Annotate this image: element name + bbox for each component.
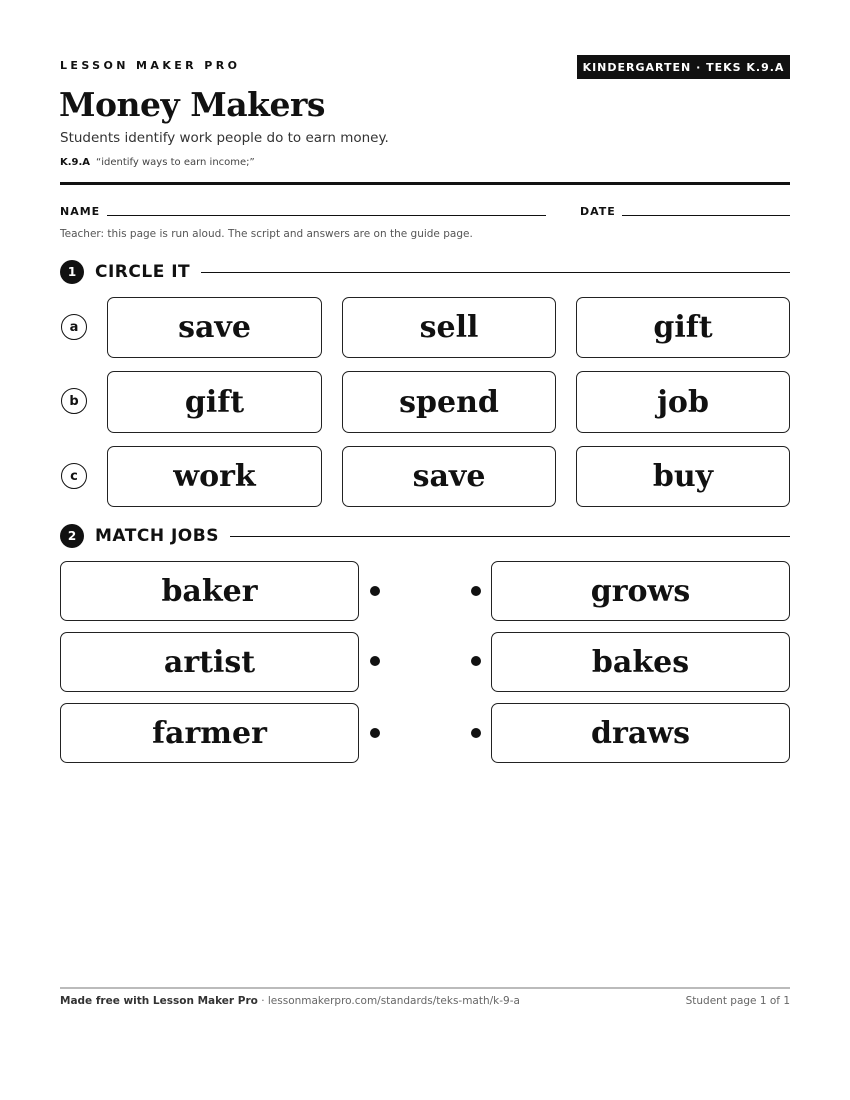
page-subtitle: Students identify work people do to earn money.: [60, 130, 389, 146]
match-right-item[interactable]: grows: [491, 561, 790, 621]
match-right-item[interactable]: draws: [491, 703, 790, 763]
section-circle-it-header: [60, 260, 790, 284]
section-number: 1: [60, 260, 84, 284]
footer-separator: ·: [257, 995, 268, 1007]
section-number: 2: [60, 524, 84, 548]
section-title: CIRCLE IT: [95, 262, 191, 282]
footer-page-number: Student page 1 of 1: [685, 995, 790, 1007]
word-option[interactable]: spend: [342, 371, 556, 433]
match-dot-left[interactable]: [370, 728, 380, 738]
name-label: NAME: [60, 205, 101, 218]
standard-code: K.9.A: [60, 157, 91, 168]
grade-badge: KINDERGARTEN · TEKS K.9.A: [577, 55, 790, 79]
name-field[interactable]: [107, 215, 546, 216]
word-option[interactable]: work: [107, 446, 322, 507]
brand-name: LESSON MAKER PRO: [60, 59, 241, 72]
match-left-item[interactable]: baker: [60, 561, 359, 621]
date-label: DATE: [580, 205, 616, 218]
row-letter-b: b: [61, 388, 87, 414]
footer-url[interactable]: lessonmakerpro.com/standards/teks-math/k-9-a: [267, 995, 520, 1007]
section-divider: [230, 536, 790, 537]
row-letter-a: a: [61, 314, 87, 340]
footer-made-with: Made free with Lesson Maker Pro: [60, 995, 258, 1007]
word-option[interactable]: gift: [107, 371, 322, 433]
date-field[interactable]: [622, 215, 790, 216]
header-divider: [60, 182, 790, 185]
footer-divider: [60, 987, 790, 989]
page-title: Money Makers: [59, 85, 325, 124]
match-dot-left[interactable]: [370, 656, 380, 666]
match-right-item[interactable]: bakes: [491, 632, 790, 692]
word-option[interactable]: gift: [576, 297, 790, 358]
row-letter-c: c: [61, 463, 87, 489]
standard-line: [60, 157, 255, 168]
match-dot-right[interactable]: [471, 656, 481, 666]
match-dot-right[interactable]: [471, 586, 481, 596]
section-title: MATCH JOBS: [95, 526, 219, 546]
word-option[interactable]: job: [576, 371, 790, 433]
match-left-item[interactable]: farmer: [60, 703, 359, 763]
teacher-note: Teacher: this page is run aloud. The script and answers are on the guide page.: [60, 228, 473, 240]
footer-credit: [60, 995, 520, 1007]
word-option[interactable]: save: [107, 297, 322, 358]
word-option[interactable]: save: [342, 446, 556, 507]
match-dot-right[interactable]: [471, 728, 481, 738]
word-option[interactable]: buy: [576, 446, 790, 507]
section-match-jobs-header: [60, 524, 790, 548]
match-left-item[interactable]: artist: [60, 632, 359, 692]
section-divider: [201, 272, 790, 273]
match-dot-left[interactable]: [370, 586, 380, 596]
word-option[interactable]: sell: [342, 297, 556, 358]
standard-text: “identify ways to earn income;”: [96, 157, 255, 168]
